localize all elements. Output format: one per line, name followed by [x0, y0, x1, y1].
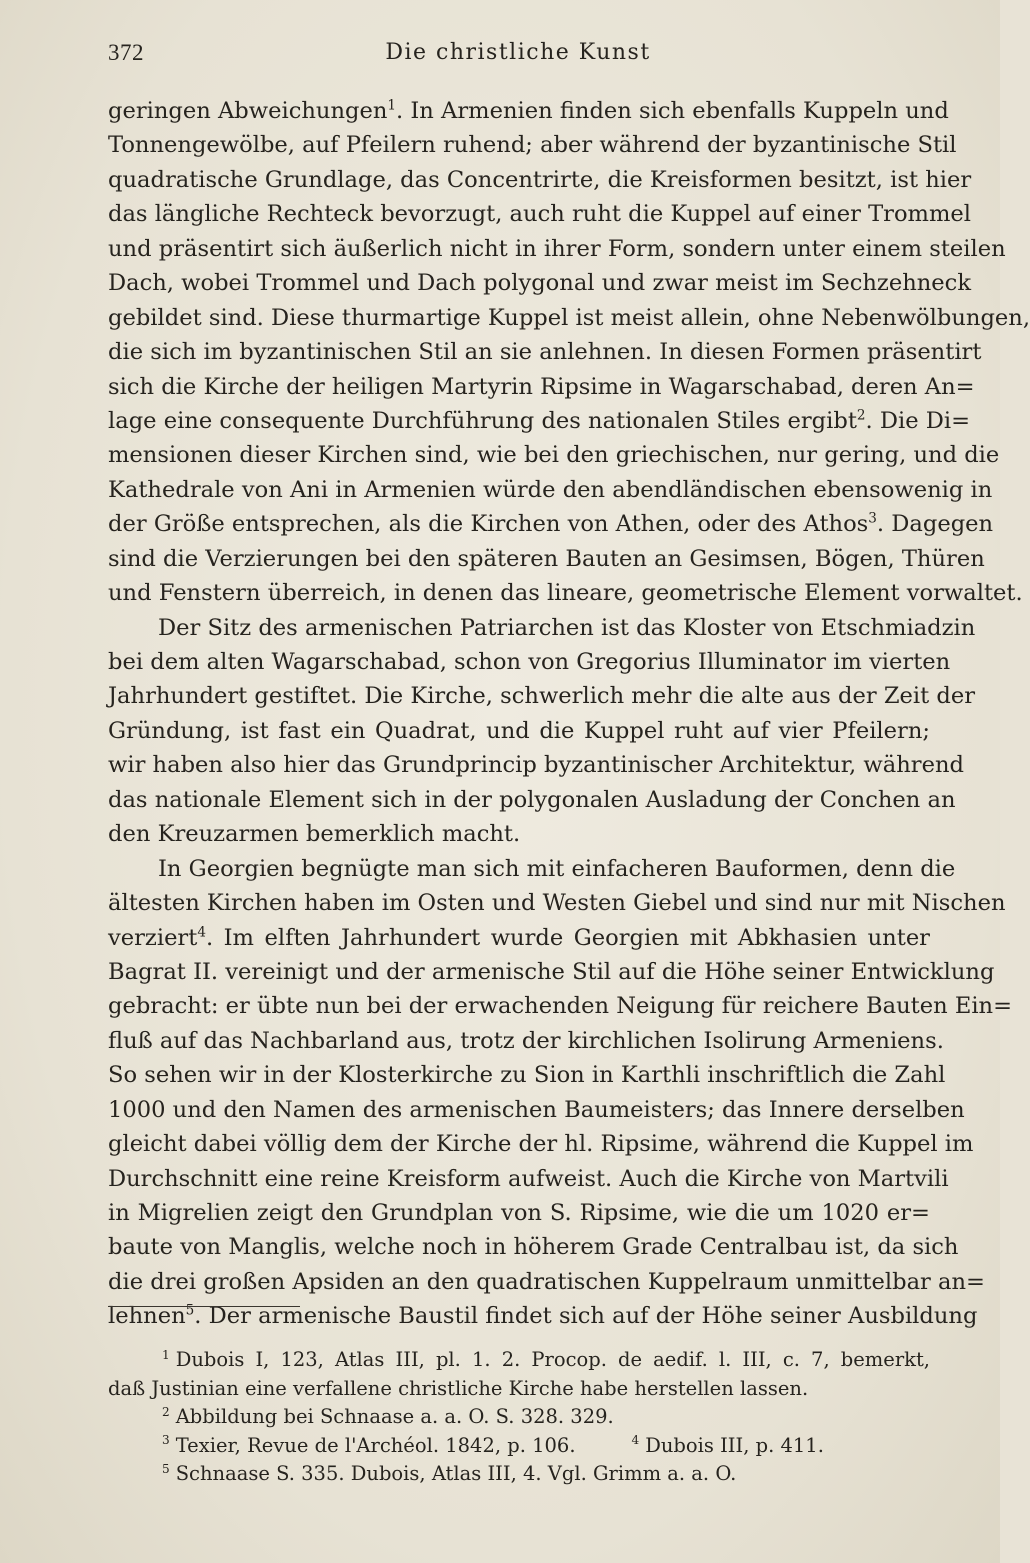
text-line: 1000 und den Namen des armenischen Baumeisters; das Innere derselben: [108, 1096, 965, 1123]
footnote-number: 3: [162, 1433, 170, 1447]
footnote-divider: [108, 1306, 300, 1307]
text-line: verziert$^4$. Im elften Jahrhundert wurde Georgien mit Abkhasien unter: [108, 923, 930, 951]
text-line: Der Sitz des armenischen Patriarchen ist das Kloster von Etschmiadzin: [158, 614, 976, 641]
text-line: sind die Verzierungen bei den späteren Bauten an Gesimsen, Bögen, Thüren: [108, 545, 985, 572]
text-line: die drei großen Apsiden an den quadratischen Kuppelraum unmittelbar an=: [108, 1268, 985, 1295]
text-line: gleicht dabei völlig dem der Kirche der hl. Ripsime, während die Kuppel im: [108, 1131, 974, 1158]
text-line: der Größe entsprechen, als die Kirchen von Athen, oder des Athos$^3$. Dagegen: [108, 510, 994, 538]
text-line: das nationale Element sich in der polygonalen Ausladung der Conchen an: [108, 786, 956, 813]
text-line: ältesten Kirchen haben im Osten und Westen Giebel und sind nur mit Nischen: [108, 890, 1006, 917]
text-line: In Georgien begnügte man sich mit einfacheren Bauformen, denn die: [158, 855, 956, 882]
text-line: und Fenstern überreich, in denen das lineare, geometrische Element vorwaltet.: [108, 580, 1023, 607]
text-line: Dach, wobei Trommel und Dach polygonal und zwar meist im Sechzehneck: [108, 270, 972, 297]
text-line: lage eine consequente Durchführung des nationalen Stiles ergibt$^2$. Die Di=: [108, 407, 971, 434]
text-line: Gründung, ist fast ein Quadrat, und die Kuppel ruht auf vier Pfeilern;: [108, 717, 930, 744]
text-line: Jahrhundert gestiftet. Die Kirche, schwerlich mehr die alte aus der Zeit der: [108, 683, 976, 710]
text-line: und präsentirt sich äußerlich nicht in ihrer Form, sondern unter einem steilen: [108, 235, 1006, 262]
text-line: fluß auf das Nachbarland aus, trotz der kirchlichen Isolirung Armeniens.: [108, 1027, 944, 1054]
text-line: in Migrelien zeigt den Grundplan von S. Ripsime, wie die um 1020 er=: [108, 1200, 930, 1226]
footnote-ref: 3: [868, 510, 877, 527]
running-title: Die christliche Kunst: [385, 40, 651, 65]
text-line: lehnen$^5$. Der armenische Baustil findet sich auf der Höhe seiner Ausbildung: [108, 1302, 978, 1330]
page-header: [108, 40, 928, 72]
text-line: sich die Kirche der heiligen Martyrin Ripsime in Wagarschabad, deren An=: [108, 373, 975, 400]
footnote-2: $^2$ Abbildung bei Schnaase a. a. O. S. 328. 329.: [162, 1404, 614, 1428]
footnote-1-continued: daß Justinian eine verfallene christliche Kirche habe herstellen lassen.: [108, 1376, 809, 1400]
text-line: gebracht: er übte nun bei der erwachenden Neigung für reichere Bauten Ein=: [108, 993, 1013, 1020]
text-line: das längliche Rechteck bevorzugt, auch ruht die Kuppel auf einer Trommel: [108, 201, 971, 228]
text-line: Durchschnitt eine reine Kreisform aufweist. Auch die Kirche von Martvili: [108, 1165, 949, 1192]
text-line: Kathedrale von Ani in Armenien würde den abendländischen ebensowenig in: [108, 476, 993, 503]
body-text: [108, 94, 1030, 1334]
footnote-3-4: $^3$ Texier, Revue de l'Archéol. 1842, p. 106. $^4$ Dubois III, p. 411.: [162, 1433, 824, 1457]
footnote-number: 1: [162, 1347, 170, 1362]
text-line: So sehen wir in der Klosterkirche zu Sion in Karthli inschriftlich die Zahl: [108, 1062, 946, 1089]
footnote-ref: 5: [185, 1302, 195, 1319]
footnote-ref: 2: [856, 407, 866, 424]
text-line: Bagrat II. vereinigt und der armenische Stil auf die Höhe seiner Entwicklung: [108, 958, 995, 985]
text-line: gebildet sind. Diese thurmartige Kuppel ist meist allein, ohne Nebenwölbungen,: [108, 304, 1030, 331]
text-line: geringen Abweichungen$^1$. In Armenien finden sich ebenfalls Kuppeln und: [108, 97, 949, 124]
footnote-5: $^5$ Schnaase S. 335. Dubois, Atlas III, 4. Vgl. Grimm a. a. O.: [162, 1461, 737, 1485]
text-line: den Kreuzarmen bemerklich macht.: [108, 821, 521, 848]
footnote-ref: 4: [197, 923, 206, 940]
page-number: 372: [108, 40, 144, 65]
footnote-number: 2: [162, 1404, 170, 1419]
text-line: quadratische Grundlage, das Concentrirte, die Kreisformen besitzt, ist hier: [108, 166, 972, 193]
footnote-1: $^1$ Dubois I, 123, Atlas III, pl. 1. 2. Procop. de aedif. l. III, c. 7, bemerkt,: [162, 1347, 930, 1371]
footnote-ref: 1: [387, 97, 397, 114]
text-line: die sich im byzantinischen Stil an sie anlehnen. In diesen Formen präsentirt: [108, 339, 982, 366]
footnote-number: 5: [162, 1461, 170, 1476]
footnote-number: 4: [631, 1433, 640, 1447]
text-line: bei dem alten Wagarschabad, schon von Gregorius Illuminator im vierten: [108, 649, 951, 675]
text-line: Tonnengewölbe, auf Pfeilern ruhend; aber während der byzantinische Stil: [108, 132, 957, 159]
text-line: baute von Manglis, welche noch in höherem Grade Centralbau ist, da sich: [108, 1234, 959, 1261]
footnotes: [108, 1346, 930, 1489]
text-line: mensionen dieser Kirchen sind, wie bei den griechischen, nur gering, und die: [108, 442, 1000, 469]
text-line: wir haben also hier das Grundprincip byzantinischer Architektur, während: [108, 752, 964, 779]
